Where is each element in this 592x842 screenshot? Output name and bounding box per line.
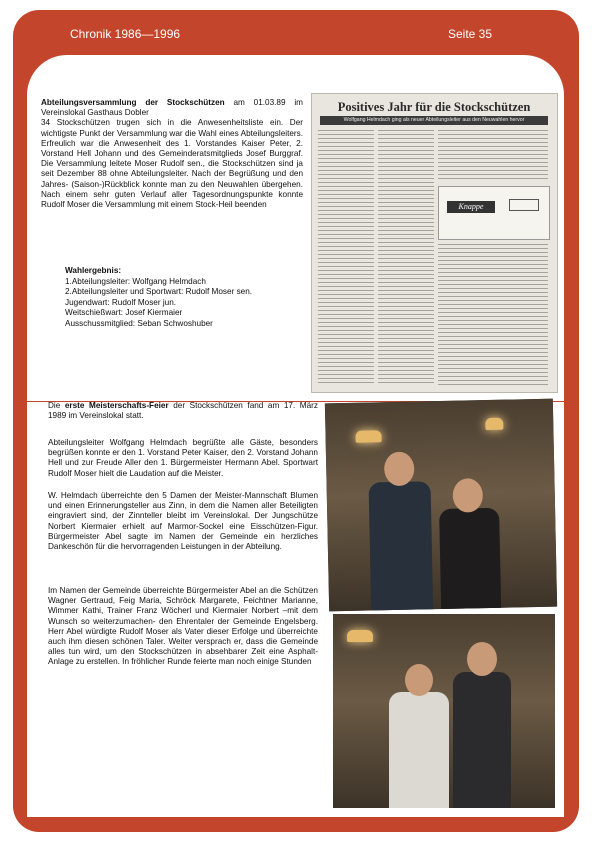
ceiling-lamp xyxy=(485,418,503,430)
election-result-item: Ausschussmitglied: Seban Schwoshuber xyxy=(65,318,213,328)
clipping-advertisement xyxy=(438,186,550,240)
article-assembly xyxy=(41,98,303,210)
person-man xyxy=(453,672,511,808)
article-assembly-heading-rest: am 01.03.89 im Vereinslokal Gasthaus Dobler xyxy=(41,98,303,118)
photo-award-trophy xyxy=(325,399,557,612)
page-number: Seite 35 xyxy=(448,27,493,41)
person-woman xyxy=(389,692,449,808)
clipping-text-column xyxy=(438,130,548,182)
person-right xyxy=(439,508,501,611)
celebration-paragraph-3: Im Namen der Gemeinde überreichte Bürgermeister Abel an die Schützen Wagner Gertraud, Feig Maria, Schröck Margarete, Feichtner Marianne, Wimmer Kathi, Trainer Franz Wöcherl und Kiermaier Norbert –mit dem Wunsch so weiterzumachen- den Ehrentaler der Gemeinde Engelsberg. Herr Abel würdigte Rudolf Moser als Vater dieser Erfolge und überreichte auch ihm diesen schönen Taler. Weiter versprach er, dass die Gemeinde alles tun wird, um den Stockschützen in absehbarer Zeit eine Asphalt-Anlage zu erstellen. In fröhlicher Runde feierte man noch einige Stunden xyxy=(48,586,318,667)
photo-award-plate xyxy=(333,614,555,808)
election-result-item: Weitschießwart: Josef Kiermaier xyxy=(65,308,183,318)
ad-logo: Knappe xyxy=(447,201,495,213)
election-results-title: Wahlergebnis: xyxy=(65,266,122,275)
article-celebration-intro xyxy=(48,401,318,421)
ad-brand-mark xyxy=(509,199,539,211)
clipping-text-column xyxy=(318,130,374,385)
election-result-item: 2.Abteilungsleiter und Sportwart: Rudolf Moser sen. xyxy=(65,287,253,297)
celebration-paragraph-2: W. Helmdach überreichte den 5 Damen der Meister-Mannschaft Blumen und einen Erinnerungsteller aus Zinn, in dem die Namen aller Beteiligten eingraviert sind, der Zinnteller bleibt im Vereinslokal. Der Jungschütze Norbert Kiermaier erhielt auf Marmor-Sockel eine Eisschützen-Figur. Bürgermeister Abel sagte im Namen der Gemeinde ein herzliches Dankeschön für die hervorragenden Leistungen in der Abteilung. xyxy=(48,491,318,552)
intro-highlight: erste Meisterschafts-Feier xyxy=(64,401,169,410)
article-assembly-body: 34 Stockschützen trugen sich in die Anwesenheitsliste ein. Der wichtigste Punkt der Versammlung war die Wahl eines Abteilungsleiters. Erfreulich war die Anwesenheit des 1. Vorstandes Kaiser Peter, 2. Vorstand Hell Johann und des Gemeinderatsmitglieds Josef Burggraf. Die Versammlung leitete Moser Rudolf sen., die Stockschützen sind ja seit Dezember 88 ohne Abteilungsleiter. Nach der Begrüßung und den Jahres- (Saison-)Rückblick konnte man zu den Neuwahlen übergehen. Nach einem sehr guten Verlauf aller Tagesordnungspunkte konnte Rudolf Moser die Versammlung mit einem Stock-Heil beenden xyxy=(41,118,303,210)
clipping-text-column xyxy=(438,244,548,385)
person-left xyxy=(369,481,434,611)
chronicle-title: Chronik 1986—1996 xyxy=(70,27,181,41)
person-man-head xyxy=(467,642,497,676)
intro-text-rest: der Stockschützen fand am 17. März 1989 im Vereinslokal statt. xyxy=(48,401,319,421)
election-result-item: 1.Abteilungsleiter: Wolfgang Helmdach xyxy=(65,276,206,286)
article-assembly-heading: Abteilungsversammlung der Stockschützen xyxy=(41,98,225,107)
election-results xyxy=(65,266,305,330)
clipping-headline: Positives Jahr für die Stockschützen xyxy=(337,100,531,114)
clipping-subheadline: Wolfgang Helmdach ging als neuer Abteilungsleiter aus den Neuwahlen hervor xyxy=(320,116,548,125)
intro-text: Die xyxy=(48,401,65,410)
ceiling-lamp xyxy=(355,430,381,443)
newspaper-clipping xyxy=(311,93,558,393)
person-woman-head xyxy=(405,664,433,696)
celebration-paragraph-1: Abteilungsleiter Wolfgang Helmdach begrüßte alle Gäste, besonders begrüßen konnte er den 1. Vorstand Peter Kaiser, den 2. Vorstand Johann Hell und zur Freude Aller den 1. Bürgermeister Hermann Abel. Sportwart Rudolf Moser hielt die Laudation auf die Meister. xyxy=(48,438,318,478)
election-result-item: Jugendwart: Rudolf Moser jun. xyxy=(65,297,177,307)
clipping-text-column xyxy=(378,130,434,385)
page-content xyxy=(27,55,564,817)
ceiling-lamp xyxy=(347,630,373,642)
